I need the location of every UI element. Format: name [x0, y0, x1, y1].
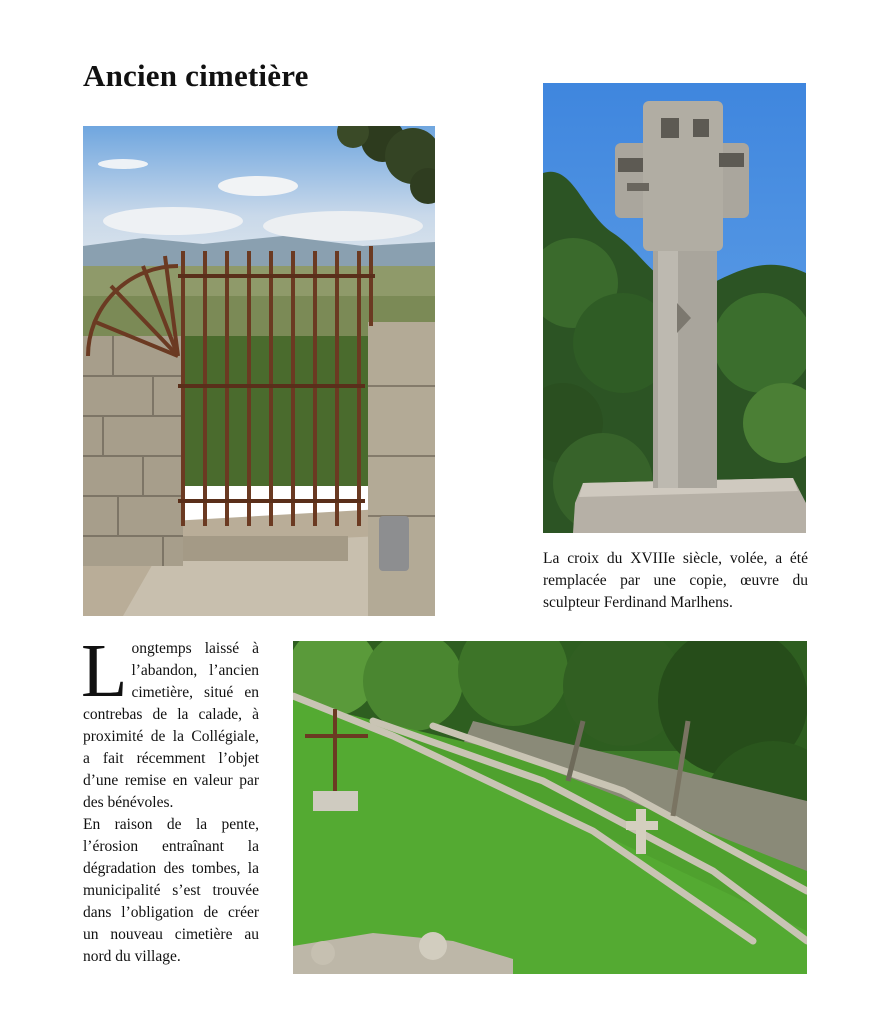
old-cemetery-photo — [293, 641, 807, 974]
paragraph-2: En raison de la pente, l’érosion entraînant la dégradation des tombes, la municipalité s’est trouvée dans l’obligation de créer un nouveau cimetière au nord du village. — [83, 816, 259, 965]
iron-gate-photo — [83, 126, 435, 616]
page-title: Ancien cimetière — [83, 58, 309, 93]
drop-cap: L — [81, 629, 128, 713]
body-text — [81, 629, 259, 968]
stone-cross-photo — [543, 83, 806, 533]
photo-caption: La croix du XVIIIe siècle, volée, a été remplacée par une copie, œuvre du sculpteur Ferdinand Marlhens. — [543, 550, 808, 611]
paragraph-1: ongtemps laissé à l’abandon, l’ancien cimetière, situé en contrebas de la calade, à proximité de la Collégiale, a fait récemment l’objet d’une remise en valeur par des bénévoles. — [83, 640, 259, 811]
